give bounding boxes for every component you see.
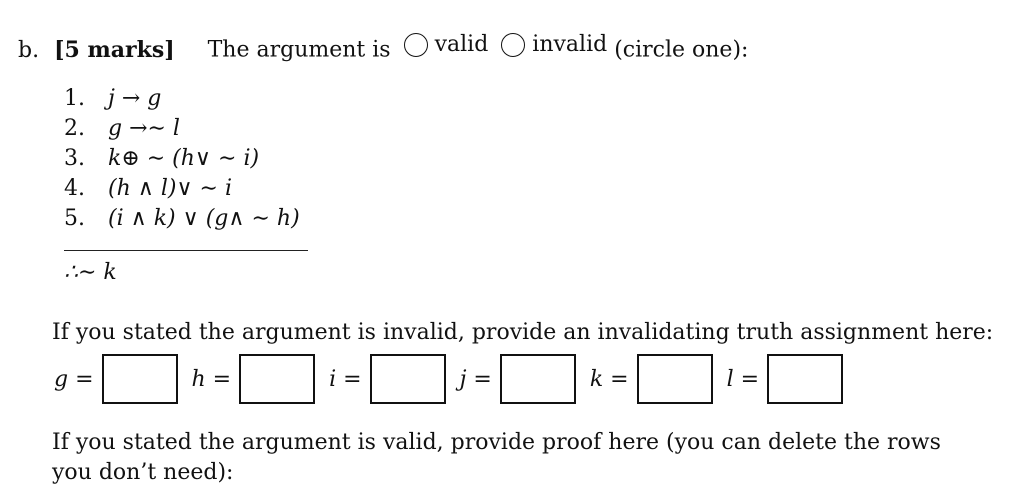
assignment-box-g[interactable]: [102, 354, 178, 404]
premise-row: [64, 174, 300, 204]
premise-row: [64, 84, 300, 114]
conclusion: ∴∼ k: [64, 260, 117, 285]
premise-row: [64, 114, 300, 144]
premise-expression: (h ∧ l)∨ ∼ i: [108, 176, 233, 201]
question-prompt: The argument is: [207, 37, 391, 63]
marks-label: [5 marks]: [54, 36, 175, 63]
invalid-option-label: invalid: [532, 32, 608, 57]
premise-number: 5.: [64, 206, 85, 231]
assignment-box-k[interactable]: [637, 354, 713, 404]
question-label: b.: [18, 37, 40, 63]
premise-expression: k⊕ ∼ (h∨ ∼ i): [108, 146, 260, 171]
premise-number: 1.: [64, 86, 85, 111]
premise-number: 2.: [64, 116, 85, 141]
premise-expression: (i ∧ k) ∨ (g∧ ∼ h): [108, 206, 300, 231]
premise-expression: j → g: [108, 86, 162, 111]
assignment-box-i[interactable]: [370, 354, 446, 404]
invalid-prompt: If you stated the argument is invalid, provide an invalidating truth assignment here:: [52, 320, 994, 345]
premise-number: 3.: [64, 146, 85, 171]
premise-row: [64, 144, 300, 174]
premise-row: [64, 204, 300, 234]
assignment-var-label: k =: [589, 366, 629, 392]
assignment-var-label: i =: [329, 366, 362, 392]
question-instruction: (circle one):: [614, 37, 749, 63]
assignment-var-label: g =: [54, 366, 94, 392]
assignment-box-h[interactable]: [239, 354, 315, 404]
valid-option-label: valid: [434, 32, 489, 57]
assignment-box-l[interactable]: [767, 354, 843, 404]
invalid-circle-icon[interactable]: [501, 33, 525, 57]
assignment-var-label: l =: [726, 366, 760, 392]
premise-expression: g →∼ l: [108, 116, 180, 141]
valid-prompt: If you stated the argument is valid, provide proof here (you can delete the rows you don’t need):: [52, 430, 941, 485]
valid-circle-icon[interactable]: [404, 33, 428, 57]
conclusion-divider: [64, 250, 308, 251]
valid-option[interactable]: [400, 32, 489, 57]
assignment-var-label: j =: [459, 366, 492, 392]
invalid-option[interactable]: [497, 32, 607, 57]
question-header: [18, 32, 748, 63]
assignment-box-j[interactable]: [500, 354, 576, 404]
premise-number: 4.: [64, 176, 85, 201]
assignment-var-label: h =: [191, 366, 232, 392]
premise-list: [64, 84, 300, 234]
truth-assignment-row: [54, 354, 857, 404]
